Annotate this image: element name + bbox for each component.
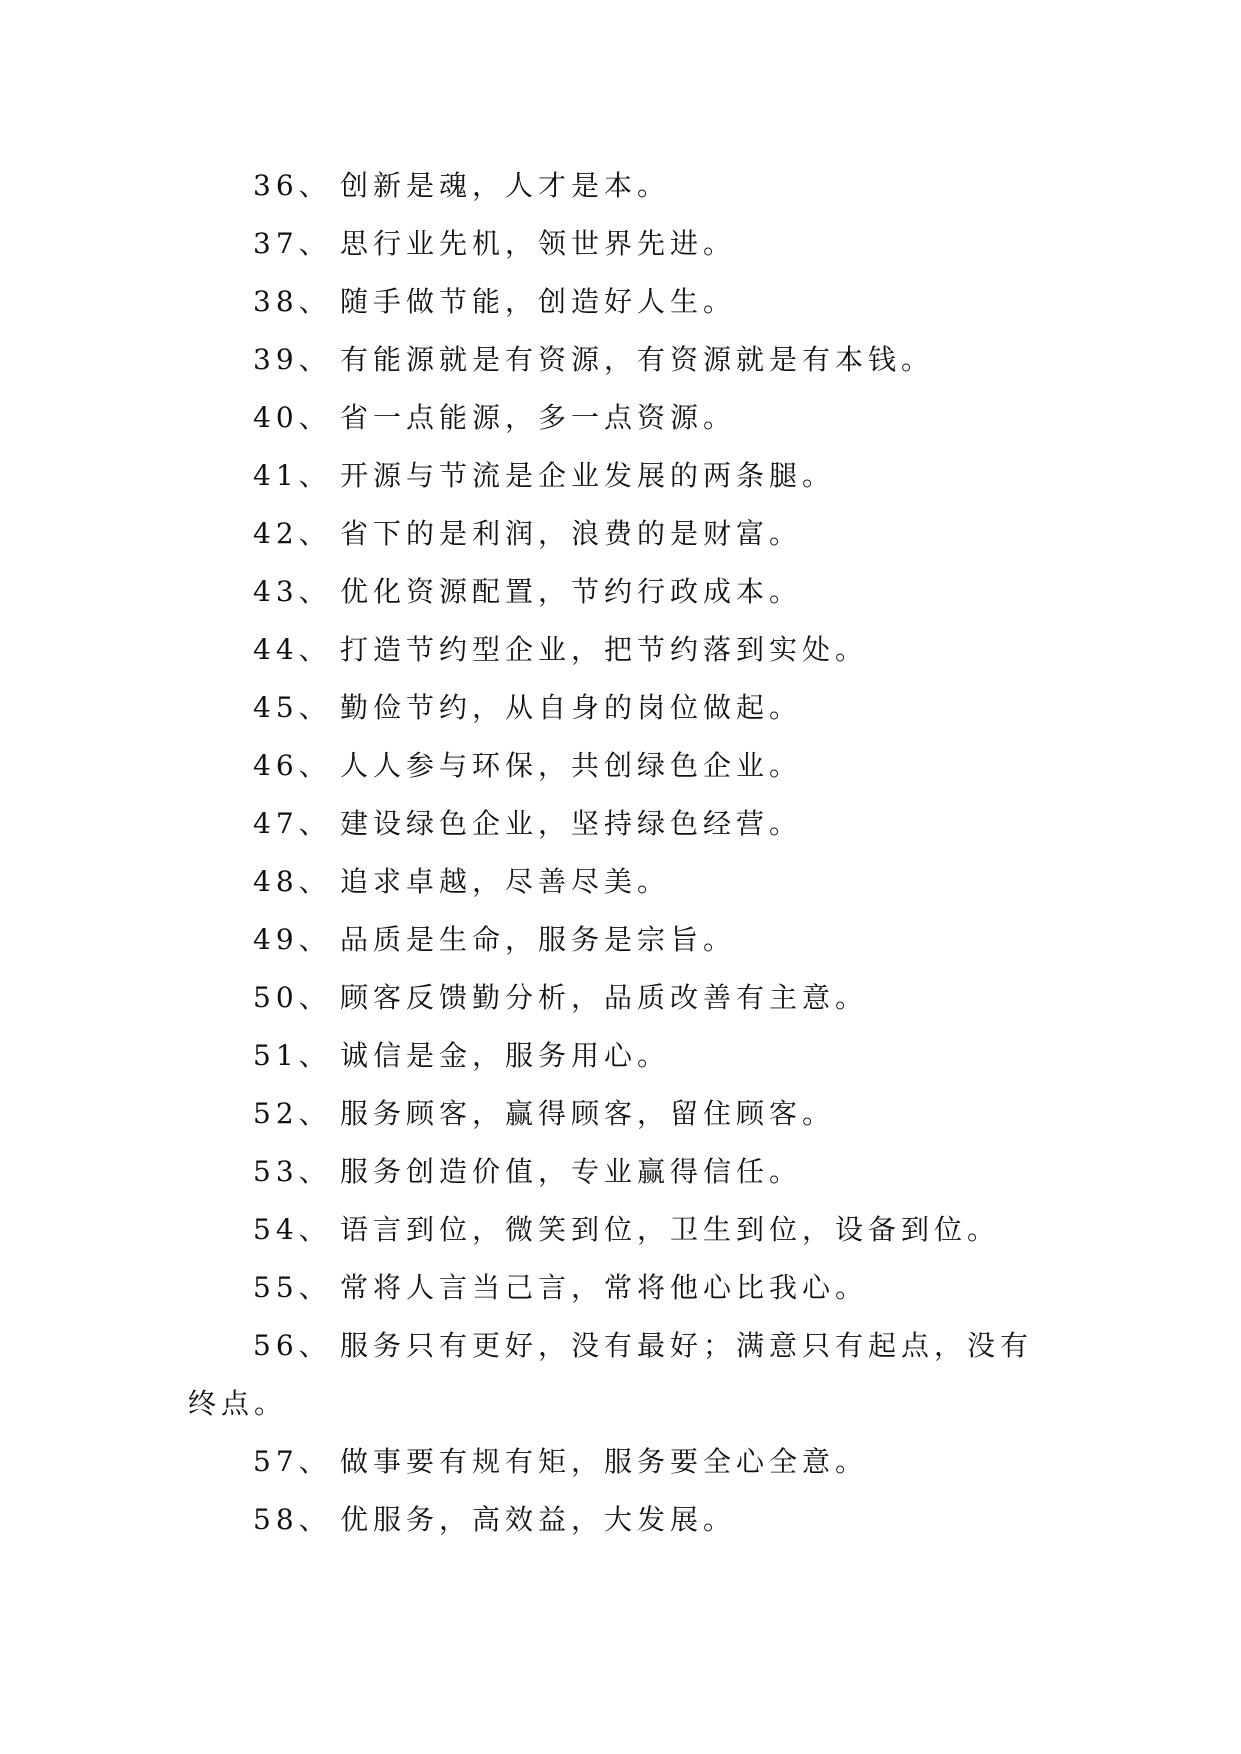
item-number: 57、	[253, 1445, 332, 1478]
list-item	[0, 389, 1241, 447]
item-text: 服务只有更好，没有最好；满意只有起点，没有	[340, 1329, 1034, 1362]
item-number: 51、	[253, 1039, 332, 1072]
item-number: 37、	[253, 227, 332, 260]
list-item	[0, 1259, 1241, 1317]
item-number: 49、	[253, 923, 332, 956]
list-item	[0, 1491, 1241, 1549]
item-number: 52、	[253, 1097, 332, 1130]
list-item	[0, 1143, 1241, 1201]
list-item	[0, 795, 1241, 853]
list-item	[0, 273, 1241, 331]
item-text: 品质是生命，服务是宗旨。	[340, 923, 737, 956]
list-item	[0, 447, 1241, 505]
item-number: 47、	[253, 807, 332, 840]
item-text: 省下的是利润，浪费的是财富。	[340, 517, 803, 550]
list-item	[0, 505, 1241, 563]
item-number: 38、	[253, 285, 332, 318]
item-text: 顾客反馈勤分析，品质改善有主意。	[340, 981, 869, 1014]
list-item	[0, 215, 1241, 273]
list-item	[0, 621, 1241, 679]
item-text: 开源与节流是企业发展的两条腿。	[340, 459, 836, 492]
item-text: 思行业先机，领世界先进。	[340, 227, 737, 260]
item-number: 43、	[253, 575, 332, 608]
list-item	[0, 853, 1241, 911]
list-item	[0, 1027, 1241, 1085]
item-number: 56、	[253, 1329, 332, 1362]
item-number: 40、	[253, 401, 332, 434]
item-number: 50、	[253, 981, 332, 1014]
item-text: 优化资源配置，节约行政成本。	[340, 575, 803, 608]
item-text: 做事要有规有矩，服务要全心全意。	[340, 1445, 869, 1478]
item-text: 勤俭节约，从自身的岗位做起。	[340, 691, 803, 724]
slogan-list	[0, 157, 1241, 1549]
item-text-continuation: 终点。	[188, 1387, 288, 1420]
item-number: 41、	[253, 459, 332, 492]
item-text: 追求卓越，尽善尽美。	[340, 865, 671, 898]
item-number: 45、	[253, 691, 332, 724]
item-text: 有能源就是有资源，有资源就是有本钱。	[340, 343, 935, 376]
list-item	[0, 737, 1241, 795]
list-item	[0, 1317, 1241, 1433]
item-text: 随手做节能，创造好人生。	[340, 285, 737, 318]
item-number: 54、	[253, 1213, 332, 1246]
list-item	[0, 679, 1241, 737]
item-text: 常将人言当己言，常将他心比我心。	[340, 1271, 869, 1304]
item-text: 诚信是金，服务用心。	[340, 1039, 671, 1072]
item-number: 46、	[253, 749, 332, 782]
item-number: 55、	[253, 1271, 332, 1304]
item-text: 打造节约型企业，把节约落到实处。	[340, 633, 869, 666]
item-text: 语言到位，微笑到位，卫生到位，设备到位。	[340, 1213, 1001, 1246]
list-item	[0, 157, 1241, 215]
item-number: 44、	[253, 633, 332, 666]
item-number: 36、	[253, 169, 332, 202]
item-text: 省一点能源，多一点资源。	[340, 401, 737, 434]
list-item	[0, 911, 1241, 969]
item-text: 人人参与环保，共创绿色企业。	[340, 749, 803, 782]
item-number: 48、	[253, 865, 332, 898]
list-item	[0, 331, 1241, 389]
item-text: 建设绿色企业，坚持绿色经营。	[340, 807, 803, 840]
list-item	[0, 1201, 1241, 1259]
item-number: 39、	[253, 343, 332, 376]
item-text: 创新是魂，人才是本。	[340, 169, 671, 202]
list-item	[0, 1085, 1241, 1143]
list-item	[0, 969, 1241, 1027]
item-number: 58、	[253, 1503, 332, 1536]
list-item	[0, 563, 1241, 621]
item-text: 服务顾客，赢得顾客，留住顾客。	[340, 1097, 836, 1130]
item-number: 42、	[253, 517, 332, 550]
item-text: 服务创造价值，专业赢得信任。	[340, 1155, 803, 1188]
item-number: 53、	[253, 1155, 332, 1188]
item-text: 优服务，高效益，大发展。	[340, 1503, 737, 1536]
list-item	[0, 1433, 1241, 1491]
